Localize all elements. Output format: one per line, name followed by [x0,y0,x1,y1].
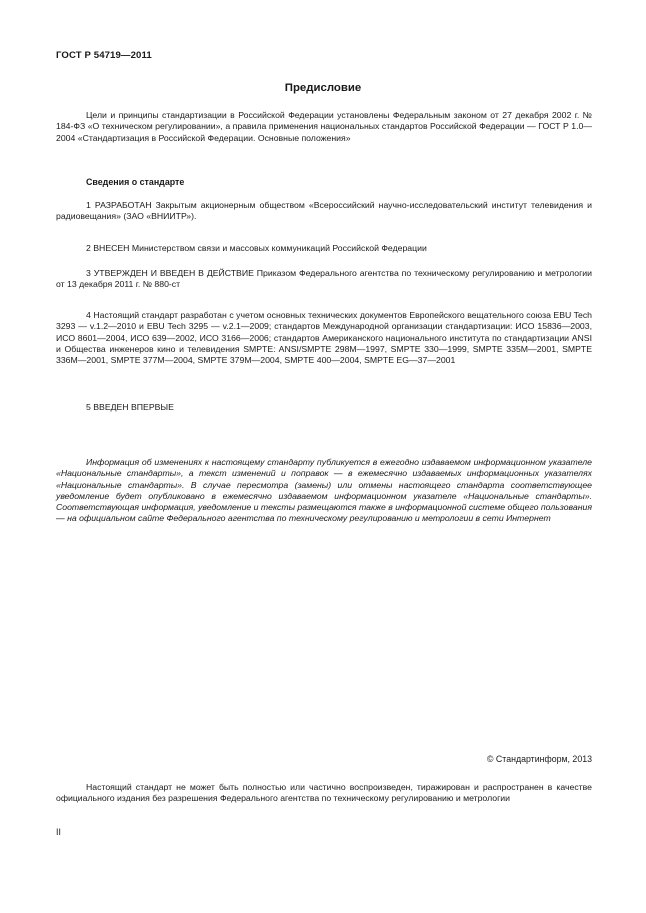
info-item-text: 2 ВНЕСЕН Министерством связи и массовых коммуникаций Российской Федерации [86,243,427,253]
info-item-2 [56,243,592,254]
intro-paragraph [56,110,592,144]
copyright: © Стандартинформ, 2013 [486,754,592,764]
info-item-text: 1 РАЗРАБОТАН Закрытым акционерным обществом «Всероссийский научно-исследовательский институт телевидения и радиовещания» (ЗАО «ВНИИТР»). [56,200,592,222]
page-title: Предисловие [284,82,362,94]
info-item-3 [56,268,592,291]
intro-text: Цели и принципы стандартизации в Российской Федерации установлены Федеральным законом от 27 декабря 2002 г. № 184-ФЗ «О техническом регулировании», а правила применения национальных стандартов Российской Федерации — ГОСТ Р 1.0—2004 «Стандартизация в Российской Федерации. Основные положения» [56,110,592,143]
changes-notice-text: Информация об изменениях к настоящему стандарту публикуется в ежегодно издаваемом информационном указателе «Национальные стандарты», а текст изменений и поправок — в ежемесячно издаваемых информационных указателях «Национальные стандарты». В случае пересмотра (замены) или отмены настоящего стандарта соответствующее уведомление будет опубликовано в ежемесячно издаваемом информационном указателе «Национальные стандарты». Соответствующая информация, уведомление и тексты размещаются также в информационной системе общего пользования — на официальном сайте Федерального агентства по техническому регулированию и метрологии в сети Интернет [56,457,592,524]
info-item-text: 3 УТВЕРЖДЕН И ВВЕДЕН В ДЕЙСТВИЕ Приказом Федерального агентства по техническому регулированию и метрологии от 13 декабря 2011 г. № 880-ст [56,268,592,290]
reproduction-notice [56,782,592,805]
changes-notice [56,457,592,525]
info-item-4 [56,310,592,366]
info-item-5 [56,402,592,413]
reproduction-notice-text: Настоящий стандарт не может быть полностью или частично воспроизведен, тиражирован и распространен в качестве официального издания без разрешения Федерального агентства по техническому регулированию и метрологии [56,782,592,804]
info-item-text: 4 Настоящий стандарт разработан с учетом основных технических документов Европейского вещательного союза EBU Tech 3293 — v.1.2—2010 и EBU Tech 3295 — v.2.1—2009; стандартов Международной организации стандартизации: ИСО 15836—2003, ИСО 8601—2004, ИСО 639—2002, ИСО 3166—2006; стандартов Американского национального института по стандартизации ANSI и Общества инженеров кино и телевидения SMPTE: ANSI/SMPTE 298M—1997, SMPTE 330—1999, SMPTE 335M—2001, SMPTE 336M—2001, SMPTE 377M—2004, SMPTE 379M—2004, SMPTE 400—2004, SMPTE EG—37—2001 [56,310,592,366]
info-item-text: 5 ВВЕДЕН ВПЕРВЫЕ [86,402,174,412]
standard-id: ГОСТ Р 54719—2011 [56,50,152,61]
info-heading: Сведения о стандарте [86,177,185,187]
info-item-1 [56,200,592,223]
page-number: II [56,827,61,837]
